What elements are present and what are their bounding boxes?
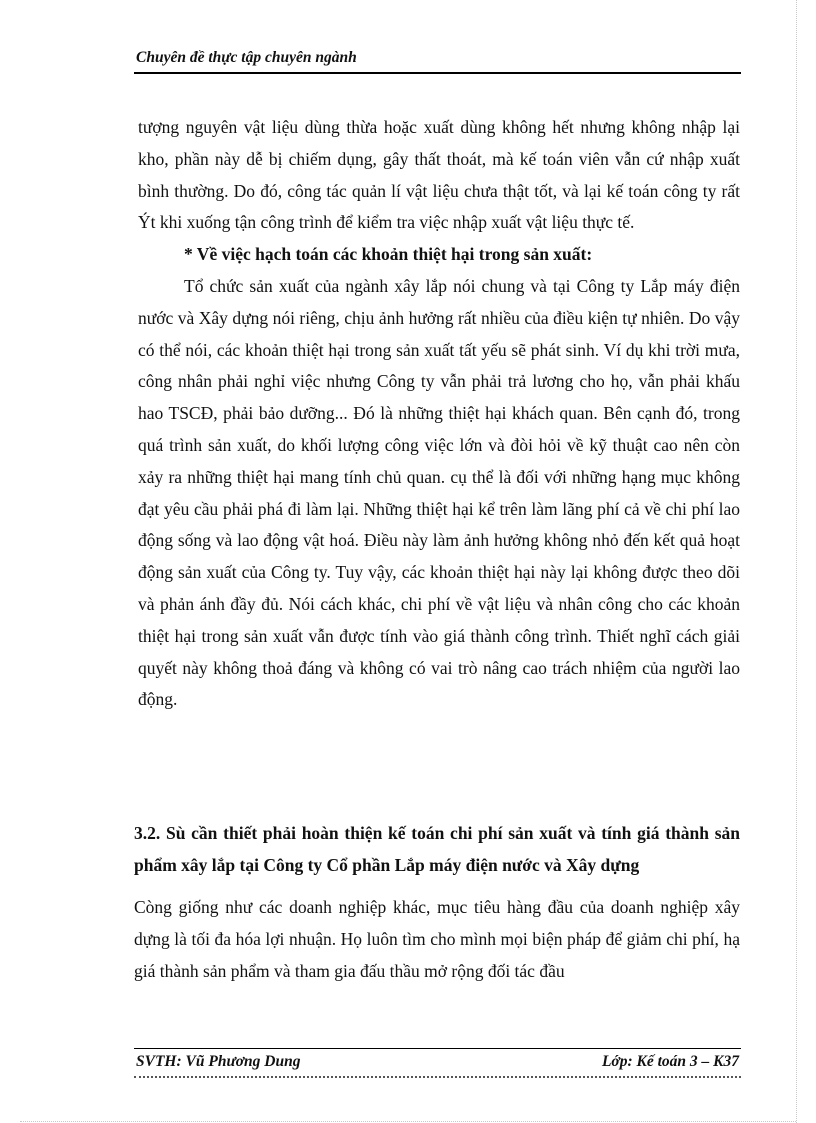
paragraph-necessity: Còng giống như các doanh nghiệp khác, mục tiêu hàng đầu của doanh nghiệp xây dựng là tối đa hóa lợi nhuận. Họ luôn tìm cho mình mọi biện pháp để giảm chi phí, hạ giá thành sản phẩm và tham gia đấu thầu mở rộng đối tác đầu [134,897,740,981]
paragraph-materials: tượng nguyên vật liệu dùng thừa hoặc xuất dùng không hết nhưng không nhập lại kho, phần này dễ bị chiếm dụng, gây thất thoát, mà kế toán viên vẫn cứ nhập xuất bình thường. Do đó, công tác quản lí vật liệu chưa thật tốt, và lại kế toán công ty rất Ýt khi xuống tận công trình để kiểm tra việc nhập xuất vật liệu thực tế. [138,117,740,233]
page-margin-bottom [20,1121,796,1122]
footer-student: SVTH: Vũ Phương Dung [136,1053,301,1070]
page-margin-right [796,0,797,1123]
footer-class: Lớp: Kế toán 3 – K37 [601,1053,739,1070]
section-heading-3-2: 3.2. Sù cần thiết phải hoàn thiện kế toán chi phí sản xuất và tính giá thành sản phẩm xây lắp tại Công ty Cổ phần Lắp máy điện nước và Xây dựng [134,823,740,875]
subheading-damages: * Về việc hạch toán các khoản thiệt hại trong sản xuất: [184,244,593,265]
body-text-upper [138,112,740,716]
page-header [134,46,741,74]
page-footer [134,1048,741,1075]
paragraph-damages: Tổ chức sản xuất của ngành xây lắp nói chung và tại Công ty Lắp máy điện nước và Xây dựng nói riêng, chịu ảnh hưởng rất nhiều của điều kiện tự nhiên. Do vậy có thể nói, các khoản thiệt hại trong sản xuất tất yếu sẽ phát sinh. Ví dụ khi trời mưa, công nhân phải nghỉ việc nhưng Công ty vẫn phải trả lương cho họ, vẫn phải khấu hao TSCĐ, phải bảo dưỡng... Đó là những thiệt hại khách quan. Bên cạnh đó, trong quá trình sản xuất, do khối lượng công việc lớn và đòi hỏi về kỹ thuật cao nên còn xảy ra những thiệt hại mang tính chủ quan. cụ thể là đối với những hạng mục không đạt yêu cầu phải phá đi làm lại. Những thiệt hại kể trên làm lãng phí cả về chi phí lao động sống và lao động vật hoá. Điều này làm ảnh hưởng không nhỏ đến kết quả hoạt động sản xuất của Công ty. Tuy vậy, các khoản thiệt hại này lại không được theo dõi và phản ánh đầy đủ. Nói cách khác, chi phí về vật liệu và nhân công cho các khoản thiệt hại trong sản xuất vẫn được tính vào giá thành công trình. Thiết nghĩ cách giải quyết này không thoả đáng và không có vai trò nâng cao trách nhiệm của người lao động. [138,275,740,710]
body-text-lower [134,892,740,987]
footer-dotted-rule [134,1076,741,1078]
header-title: Chuyên đề thực tập chuyên ngành [136,49,357,66]
